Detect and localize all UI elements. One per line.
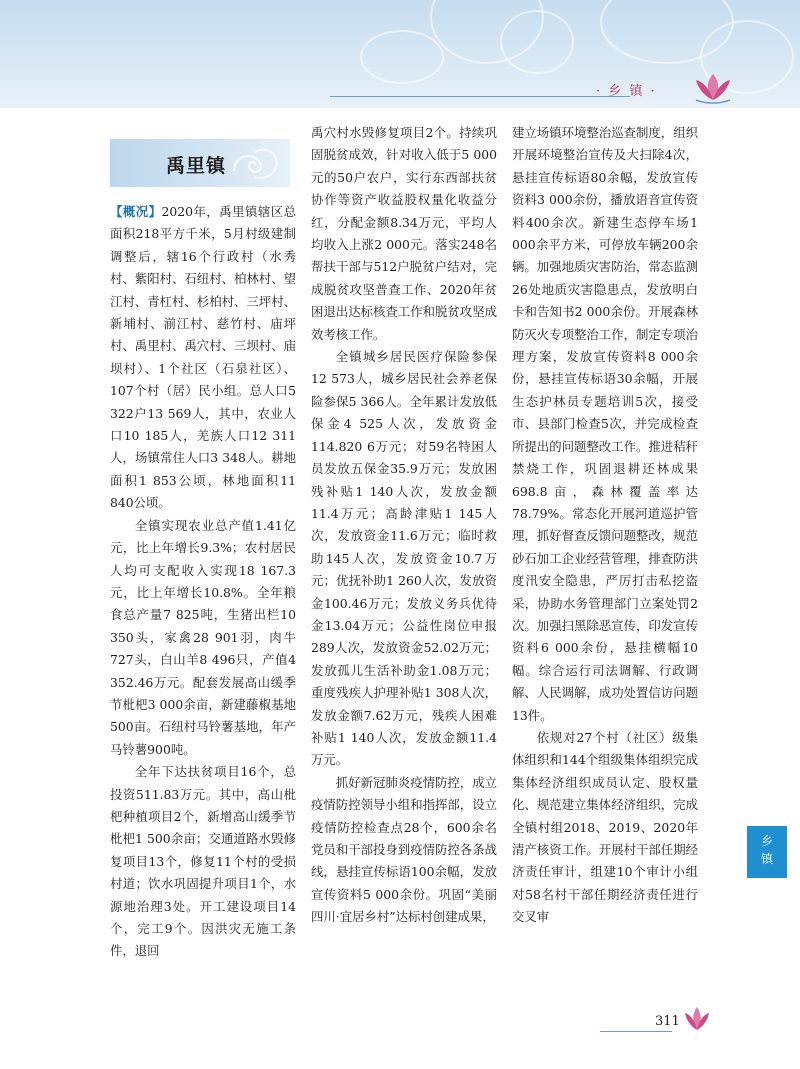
paragraph: 全镇城乡居民医疗保险参保12 573人，城乡居民社会养老保险参保5 366人。全年累计发放低保金4 525人次，发放资金114.820 6万元；对59名特困人员发放五保金35.9万元；发放困残补贴1 140人次，发放金额11.4万元；高龄津贴1 145人次，发放资金11.6万元；临时救助145人次，发放资金10.7万元；优抚补助1 260人次，发放资金100.46万元；发放义务兵优待金13.04万元；公益性岗位申报289人次，发放资金52.02万元；发放孤儿生活补助金1.08万元；重度残疾人护理补贴1 308人次，发放金额7.62万元，残疾人困难补贴1 140人次，发放金额11.4万元。: [311, 349, 497, 768]
paragraph: 全年下达扶贫项目16个，总投资511.83万元。其中，高山枇杷种植项目2个，新增高山缓季节枇杷1 500余亩；交通道路水毁修复项目13个，修复11个村的受损村道；饮水巩固提升项目1个，水源地治理3处。开工建设项目14个，完工9个。因洪灾无施工条件，退回: [110, 764, 296, 959]
text-column-1: [110, 201, 296, 963]
text-column-3: [512, 122, 698, 929]
side-section-tab: 乡 镇: [747, 826, 787, 878]
paragraph: 【概况】2020年，禹里镇辖区总面积218平方千米，5月村级建制调整后，辖16个行政村（水秀村、紫阳村、石纽村、柏林村、望江村、青杠村、杉柏村、三坪村、新埔村、湔江村、慈竹村、庙坪村、禹里村、禹穴村、三坝村、庙坝村）、1个社区（石泉社区）、107个村（居）民小组。总人口5 322户13 569人，其中，农业人口10 185人，羌族人口12 311人，场镇常住人口3 348人。耕地面积1 853公顷，林地面积11 840公顷。: [110, 204, 296, 511]
text-column-2: [311, 122, 497, 929]
header-band: [0, 0, 800, 108]
paragraph: 禹穴村水毁修复项目2个。持续巩固脱贫成效，针对收入低于5 000元的50户农户，实行东西部扶贫协作等资产收益股权量化收益分红，分配金额8.34万元，平均人均收入上涨2 000元。落实248名帮扶干部与512户脱贫户结对，完成脱贫攻坚普查工作、2020年贫困退出达标核查工作和脱贫攻坚成效考核工作。: [311, 125, 497, 342]
page-number: 311: [655, 1014, 680, 1029]
article-title-box: [110, 139, 290, 187]
cloud-ornament: [500, 10, 574, 74]
paragraph: 依规对27个村（社区）级集体组织和144个组级集体组织完成集体经济组织成员认定、股权量化、规范建立集体经济组织，完成全镇村组2018、2019、2020年清产核资工作。开展村干部任期经济责任审计，组建10个审计小组对58名村干部任期经济责任进行交叉审: [512, 729, 698, 925]
header-section-title: · 乡 镇 ·: [596, 84, 657, 99]
lotus-footer-icon: [682, 1004, 712, 1034]
article-title: 禹里镇: [166, 155, 227, 177]
footer-rule: [600, 1031, 672, 1032]
lotus-icon: [690, 70, 736, 104]
cloud-swirl-icon: [224, 141, 284, 185]
paragraph: 抓好新冠肺炎疫情防控，成立疫情防控领导小组和指挥部，设立疫情防控检查点28个，600余名党员和干部投身到疫情防控各条战线，悬挂宣传标语100余幅，发放宣传资料5 000余份。巩固“美丽四川·宜居乡村”达标村创建成果，: [311, 774, 497, 925]
paragraph: 建立场镇环境整治巡查制度，组织开展环境整治宣传及大扫除4次，悬挂宣传标语80余幅，发放宣传资料3 000余份，播放语音宣传资料400余次。新建生态停车场1 000余平方米，可停放车辆200余辆。加强地质灾害防治，常态监测26处地质灾害隐患点，发放明白卡和告知书2 000余份。开展森林防灭火专项整治工作，制定专项治理方案，发放宣传资料8 000余份，悬挂宣传标语30余幅，开展生态护林员专题培训5次，接受市、县部门检查5次，并完成检查所提出的问题整改工作。推进秸秆禁烧工作，巩固退耕还林成果698.8亩，森林覆盖率达78.79%。常态化开展河道巡护管理，抓好督查反馈问题整改，规范砂石加工企业经营管理，排查防洪度汛安全隐患，严厉打击私挖盗采，协助水务管理部门立案处罚2次。加强扫黑除恶宣传，印发宣传资料6 000余份，悬挂横幅10幅。综合运行司法调解、行政调解、人民调解，成功处置信访问题13件。: [512, 125, 698, 723]
section-tag: 【概况】: [110, 204, 162, 219]
section-label: 乡 镇: [608, 84, 645, 99]
cloud-ornament: [360, 30, 444, 84]
header-rule: [330, 96, 630, 97]
paragraph: 全镇实现农业总产值1.41亿元，比上年增长9.3%；农村居民人均可支配收入实现18 167.3元，比上年增长10.8%。全年粮食总产量7 825吨，生猪出栏10 350头，家禽28 901羽，肉牛727头，白山羊8 496只，产值4 352.46万元。配套发展高山缓季节枇杷3 000余亩，新建藤椒基地500亩。石纽村马铃薯基地，年产马铃薯900吨。: [110, 517, 296, 757]
